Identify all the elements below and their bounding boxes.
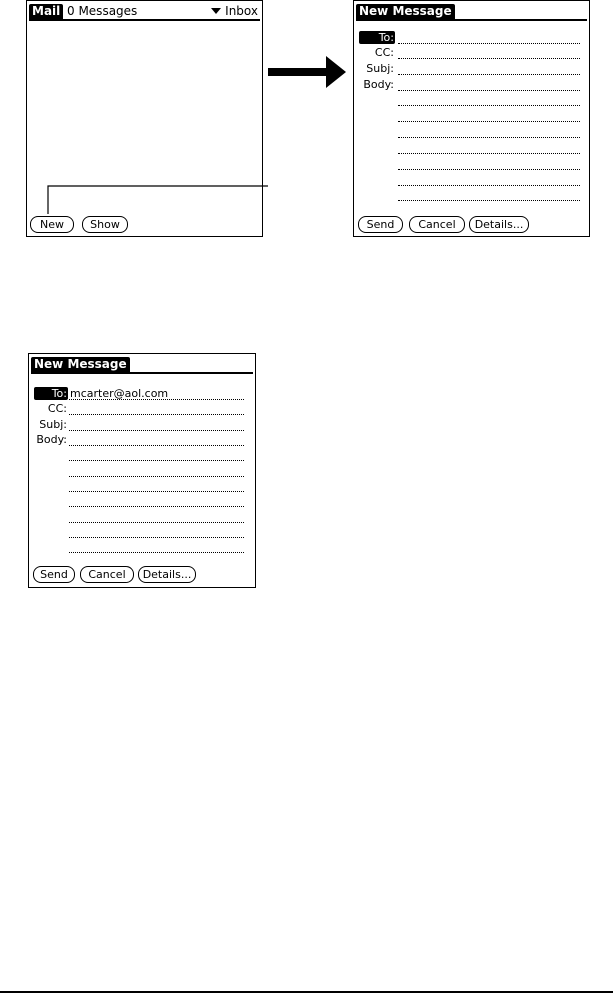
send-button[interactable]: Send — [33, 566, 75, 583]
mail-list-screen — [26, 0, 263, 237]
to-field[interactable] — [69, 399, 244, 400]
details-button[interactable]: Details... — [138, 566, 196, 583]
folder-label: Inbox — [225, 4, 258, 18]
subj-label[interactable]: Subj: — [39, 418, 67, 431]
dropdown-triangle-icon — [211, 8, 221, 14]
body-line[interactable] — [69, 491, 244, 492]
body-label[interactable]: Body: — [363, 78, 394, 91]
to-value[interactable]: mcarter@aol.com — [70, 387, 169, 400]
title-rule — [29, 19, 260, 21]
title-rule — [356, 19, 587, 21]
body-line[interactable] — [69, 476, 244, 477]
body-line[interactable] — [69, 460, 244, 461]
cancel-button[interactable]: Cancel — [80, 566, 134, 583]
new-button[interactable]: New — [30, 216, 74, 233]
page-bottom-rule — [0, 991, 613, 993]
screen-title: New Message — [31, 357, 130, 372]
right-arrow-icon — [268, 56, 346, 88]
show-button[interactable]: Show — [82, 216, 128, 233]
cc-label[interactable]: CC: — [47, 402, 67, 415]
body-field[interactable] — [398, 90, 580, 91]
new-message-filled-screen — [28, 353, 256, 588]
details-button[interactable]: Details... — [469, 216, 529, 233]
body-line[interactable] — [398, 105, 580, 106]
to-label[interactable]: To: — [34, 387, 68, 400]
cancel-button[interactable]: Cancel — [409, 216, 465, 233]
body-line[interactable] — [69, 522, 244, 523]
body-line[interactable] — [398, 185, 580, 186]
body-line[interactable] — [398, 153, 580, 154]
cc-field[interactable] — [398, 58, 580, 59]
body-line[interactable] — [398, 169, 580, 170]
body-line[interactable] — [69, 552, 244, 553]
body-line[interactable] — [398, 121, 580, 122]
subj-label[interactable]: Subj: — [366, 62, 394, 75]
subj-field[interactable] — [69, 430, 244, 431]
body-line[interactable] — [69, 537, 244, 538]
new-message-titlebar — [31, 357, 253, 374]
app-title: Mail — [29, 4, 63, 19]
screen-title: New Message — [356, 4, 455, 19]
to-field[interactable] — [398, 43, 580, 44]
to-label[interactable]: To: — [359, 31, 395, 44]
body-field[interactable] — [69, 445, 244, 446]
message-count: 0 Messages — [67, 4, 138, 18]
body-label[interactable]: Body: — [36, 433, 67, 446]
cc-label[interactable]: CC: — [374, 46, 394, 59]
mail-titlebar — [29, 4, 260, 21]
subj-field[interactable] — [398, 74, 580, 75]
new-message-screen — [353, 0, 590, 237]
cc-field[interactable] — [69, 414, 244, 415]
body-line[interactable] — [398, 137, 580, 138]
new-message-titlebar — [356, 4, 587, 21]
title-rule — [31, 372, 253, 374]
body-line[interactable] — [69, 506, 244, 507]
send-button[interactable]: Send — [358, 216, 403, 233]
body-line[interactable] — [398, 200, 580, 201]
folder-picker[interactable] — [211, 4, 258, 19]
